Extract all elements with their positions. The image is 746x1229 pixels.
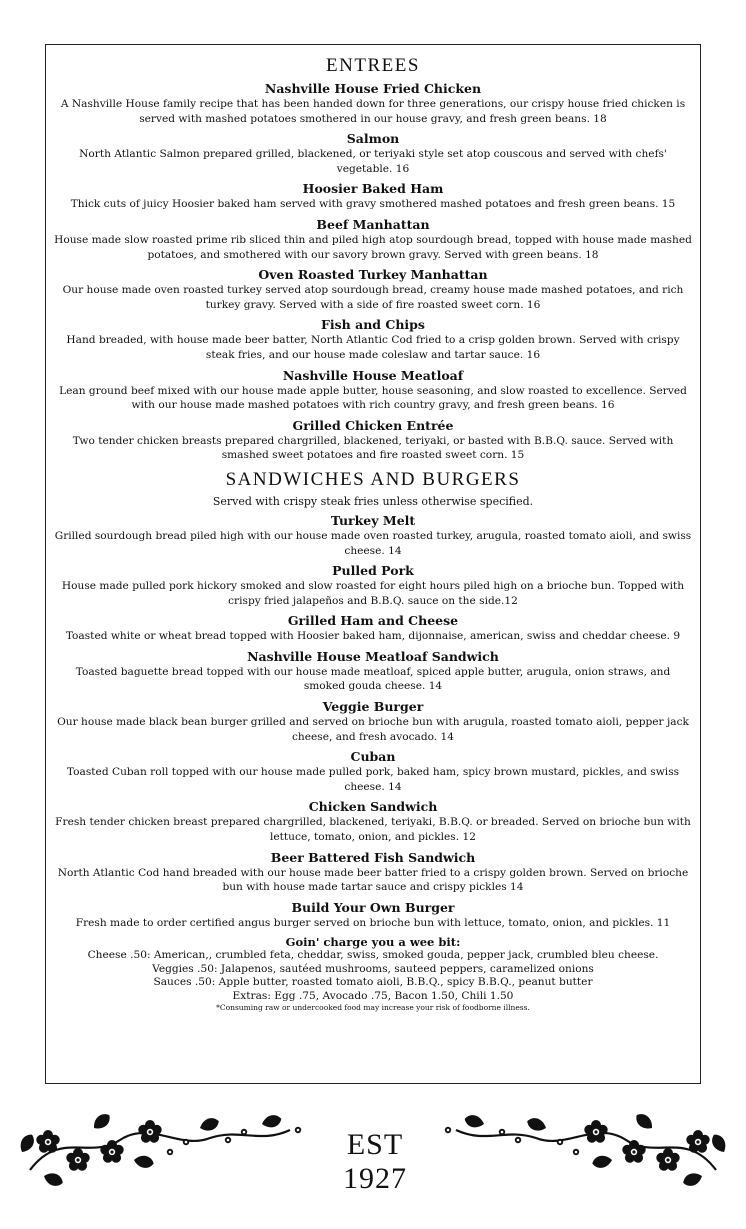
menu-item-name: Cuban: [350, 749, 396, 765]
sandwich-menu-item: [46, 699, 700, 744]
menu-item-name: Build Your Own Burger: [291, 899, 455, 915]
menu-item-name: Fish and Chips: [321, 317, 425, 333]
menu-item-description: A Nashville House family recipe that has been handed down for three generations, our crispy house fried chicken is served with mashed potatoes smothered in our house gravy, and fresh green beans. 18: [60, 98, 686, 125]
entree-menu-item: [46, 131, 700, 176]
menu-item-name: Nashville House Meatloaf Sandwich: [247, 648, 499, 664]
menu-content: [46, 55, 700, 1013]
sandwich-menu-item: [46, 649, 700, 694]
menu-item-name: Chicken Sandwich: [308, 799, 438, 815]
established-year: EST 1927: [343, 1128, 407, 1195]
menu-item-description: Thick cuts of juicy Hoosier baked ham served with gravy smothered mashed potatoes and fresh green beans. 15: [70, 198, 676, 211]
menu-item-name: Beer Battered Fish Sandwich: [270, 849, 476, 865]
menu-item-description: Grilled sourdough bread piled high with our house made oven roasted turkey, arugula, roasted tomato aioli, and swiss cheese. 14: [54, 529, 692, 557]
menu-item-description: North Atlantic Cod hand breaded with our house made beer batter fried to a crispy golden brown. Served on brioche bun with house made tartar sauce and crispy pickles 14: [57, 866, 689, 894]
menu-border: [45, 44, 701, 1084]
menu-item-description: Our house made black bean burger grilled and served on brioche bun with arugula, roasted tomato aioli, pepper jack cheese, and fresh avocado. 14: [57, 716, 689, 743]
menu-item-name: Nashville House Fried Chicken: [264, 81, 482, 96]
entree-menu-item: [46, 217, 700, 262]
menu-item-description: Two tender chicken breasts prepared chargrilled, blackened, teriyaki, or basted with B.B.Q. sauce. Served with smashed sweet potatoes and fire roasted sweet corn. 15: [72, 434, 674, 462]
menu-item-name: Pulled Pork: [332, 563, 414, 579]
extras-add-ons: Extras: Egg .75, Avocado .75, Bacon 1.50, Chili 1.50: [232, 989, 514, 1002]
entree-menu-item: [46, 317, 700, 362]
sandwich-menu-item: [46, 513, 700, 558]
extras-sauces: Sauces .50: Apple butter, roasted tomato aioli, B.B.Q., spicy B.B.Q., peanut butter: [153, 976, 593, 989]
menu-item-description: Toasted baguette bread topped with our house made meatloaf, spiced apple butter, arugula, onion straws, and smoked gouda cheese. 14: [75, 665, 671, 693]
sandwich-menu-item: [46, 900, 700, 931]
menu-item-description: Our house made oven roasted turkey served atop sourdough bread, creamy house made mashed potatoes, and rich turkey gravy. Served with a side of fire roasted sweet corn. 16: [62, 284, 684, 311]
menu-item-description: Fresh made to order certified angus burger served on brioche bun with lettuce, tomato, onion, and pickles. 11: [75, 916, 671, 929]
food-safety-disclaimer: *Consuming raw or undercooked food may increase your risk of foodborne illness.: [216, 1003, 530, 1013]
entrees-heading: ENTREES: [326, 55, 420, 76]
menu-item-description: Toasted white or wheat bread topped with Hoosier baked ham, dijonnaise, american, swiss and cheddar cheese. 9: [65, 630, 681, 643]
menu-item-name: Oven Roasted Turkey Manhattan: [258, 267, 488, 283]
entree-menu-item: [46, 368, 700, 413]
sandwich-menu-item: [46, 850, 700, 895]
extras-cheese: Cheese .50: American,, crumbled feta, cheddar, swiss, smoked gouda, pepper jack, crumbled bleu cheese.: [87, 949, 659, 962]
menu-item-name: Salmon: [346, 131, 400, 147]
entree-menu-item: [46, 267, 700, 312]
menu-item-description: House made slow roasted prime rib sliced thin and piled high atop sourdough bread, topped with house made mashed potatoes, and smothered with our savory brown gravy. Served with green beans. 18: [54, 233, 692, 261]
menu-item-description: North Atlantic Salmon prepared grilled, blackened, or teriyaki style set atop couscous and served with chefs' vegetable. 16: [79, 148, 667, 175]
entrees-list: [46, 81, 700, 463]
menu-item-name: Hoosier Baked Ham: [302, 181, 444, 197]
sandwich-menu-item: [46, 563, 700, 608]
menu-item-description: Fresh tender chicken breast prepared chargrilled, blackened, teriyaki, B.B.Q. or breaded. Served on brioche bun with lettuce, tomato, onion, and pickles. 12: [55, 816, 691, 844]
sandwiches-heading: SANDWICHES AND BURGERS: [225, 468, 521, 490]
menu-item-name: Nashville House Meatloaf: [282, 367, 464, 383]
menu-item-name: Veggie Burger: [322, 699, 424, 715]
menu-item-description: Hand breaded, with house made beer batter, North Atlantic Cod fried to a crisp golden brown. Served with crispy steak fries, and our house made coleslaw and tartar sauce. 16: [66, 334, 680, 361]
menu-item-name: Beef Manhattan: [316, 216, 430, 232]
menu-item-description: Toasted Cuban roll topped with our house made pulled pork, baked ham, spicy brown mustard, pickles, and swiss cheese. 14: [66, 766, 680, 793]
menu-item-description: Lean ground beef mixed with our house made apple butter, house seasoning, and slow roasted to excellence. Served with our house made mashed potatoes with rich country gravy, and fresh green beans. 16: [59, 384, 687, 412]
extras-veggies: Veggies .50: Jalapenos, sautéed mushrooms, sauteed peppers, caramelized onions: [152, 962, 594, 975]
sandwich-menu-item: [46, 799, 700, 844]
sandwich-menu-item: [46, 749, 700, 794]
sandwiches-subtitle: Served with crispy steak fries unless otherwise specified.: [212, 494, 534, 508]
entree-menu-item: [46, 81, 700, 126]
menu-item-name: Grilled Chicken Entrée: [292, 417, 454, 433]
sandwiches-list: [46, 513, 700, 931]
menu-item-description: House made pulled pork hickory smoked and slow roasted for eight hours piled high on a brioche bun. Topped with crispy fried jalapeños and B.B.Q. sauce on the side.12: [61, 580, 685, 607]
entree-menu-item: [46, 418, 700, 463]
menu-item-name: Grilled Ham and Cheese: [287, 613, 459, 629]
entree-menu-item: [46, 181, 700, 212]
extras-block: [46, 935, 700, 1013]
extras-title: Goin' charge you a wee bit:: [285, 935, 461, 950]
sandwich-menu-item: [46, 613, 700, 644]
menu-item-name: Turkey Melt: [330, 512, 416, 528]
